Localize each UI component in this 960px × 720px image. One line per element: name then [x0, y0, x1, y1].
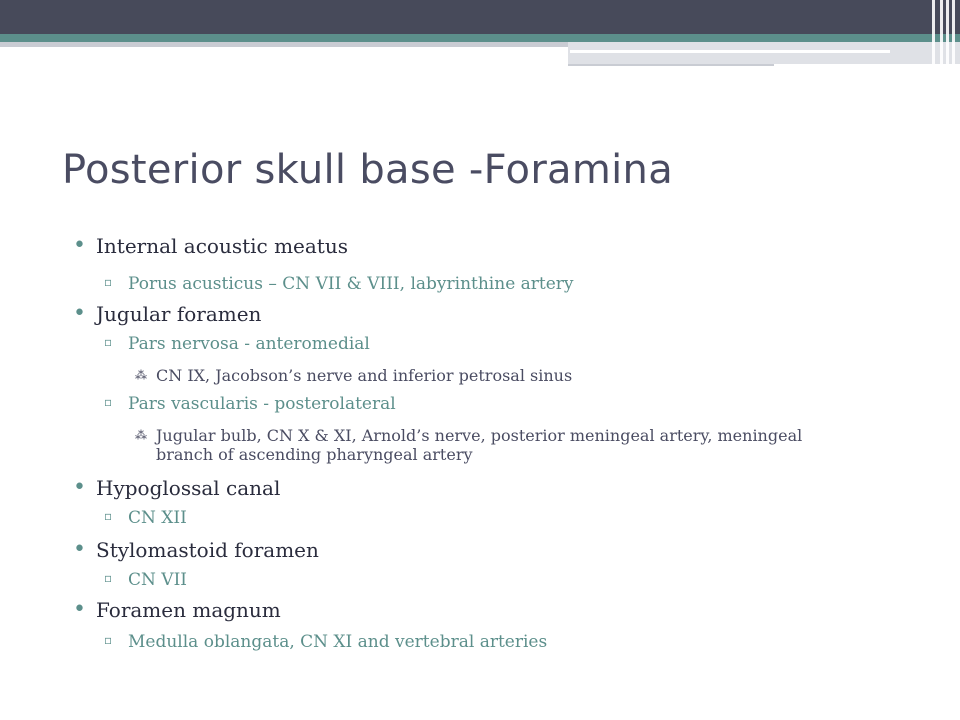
bullet-dot-icon: •	[73, 475, 86, 500]
square-bullet-icon: ▫	[104, 571, 113, 585]
bullet-dot-icon: •	[73, 233, 86, 258]
diamond-bullet-icon: ⁂	[135, 368, 147, 382]
bullet-dot-icon: •	[73, 537, 86, 562]
sub-bullet-text: Medulla oblangata, CN XI and vertebral arteries	[128, 632, 548, 652]
sub-sub-bullet-text: Jugular bulb, CN X & XI, Arnold’s nerve, posterior meningeal artery, meningeal branch of ascending pharyngeal artery	[156, 426, 803, 464]
bullet-text: Stylomastoid foramen	[96, 538, 319, 562]
bullet-text: Hypoglossal canal	[96, 476, 281, 500]
slide-title: Posterior skull base -Foramina	[62, 147, 674, 193]
sub-bullet-text: Pars vascularis - posterolateral	[128, 394, 396, 414]
sub-bullet-text: Porus acusticus – CN VII & VIII, labyrinthine artery	[128, 274, 574, 294]
bullet-item	[73, 537, 319, 562]
sub-bullet-text: CN VII	[128, 570, 187, 590]
sub-bullet-item	[104, 274, 574, 294]
bullet-dot-icon: •	[73, 597, 86, 622]
bullet-item	[73, 301, 262, 326]
bullet-text: Foramen magnum	[96, 598, 281, 622]
sub-bullet-item	[104, 334, 370, 354]
square-bullet-icon: ▫	[104, 509, 113, 523]
square-bullet-icon: ▫	[104, 335, 113, 349]
sub-bullet-item	[104, 570, 187, 590]
bullet-item	[73, 597, 281, 622]
square-bullet-icon: ▫	[104, 275, 113, 289]
diamond-bullet-icon: ⁂	[135, 428, 147, 442]
sub-bullet-item	[104, 508, 187, 528]
sub-bullet-item	[104, 632, 548, 652]
sub-sub-bullet-item	[135, 366, 816, 385]
bullet-dot-icon: •	[73, 301, 86, 326]
sub-bullet-item	[104, 394, 396, 414]
sub-sub-bullet-text: CN IX, Jacobson’s nerve and inferior petrosal sinus	[156, 366, 573, 385]
bullet-item	[73, 233, 348, 258]
square-bullet-icon: ▫	[104, 633, 113, 647]
sub-sub-bullet-item	[135, 426, 816, 464]
bullet-text: Jugular foramen	[96, 302, 262, 326]
bullet-text: Internal acoustic meatus	[96, 234, 348, 258]
square-bullet-icon: ▫	[104, 395, 113, 409]
sub-bullet-text: Pars nervosa - anteromedial	[128, 334, 370, 354]
sub-bullet-text: CN XII	[128, 508, 187, 528]
bullet-item	[73, 475, 281, 500]
